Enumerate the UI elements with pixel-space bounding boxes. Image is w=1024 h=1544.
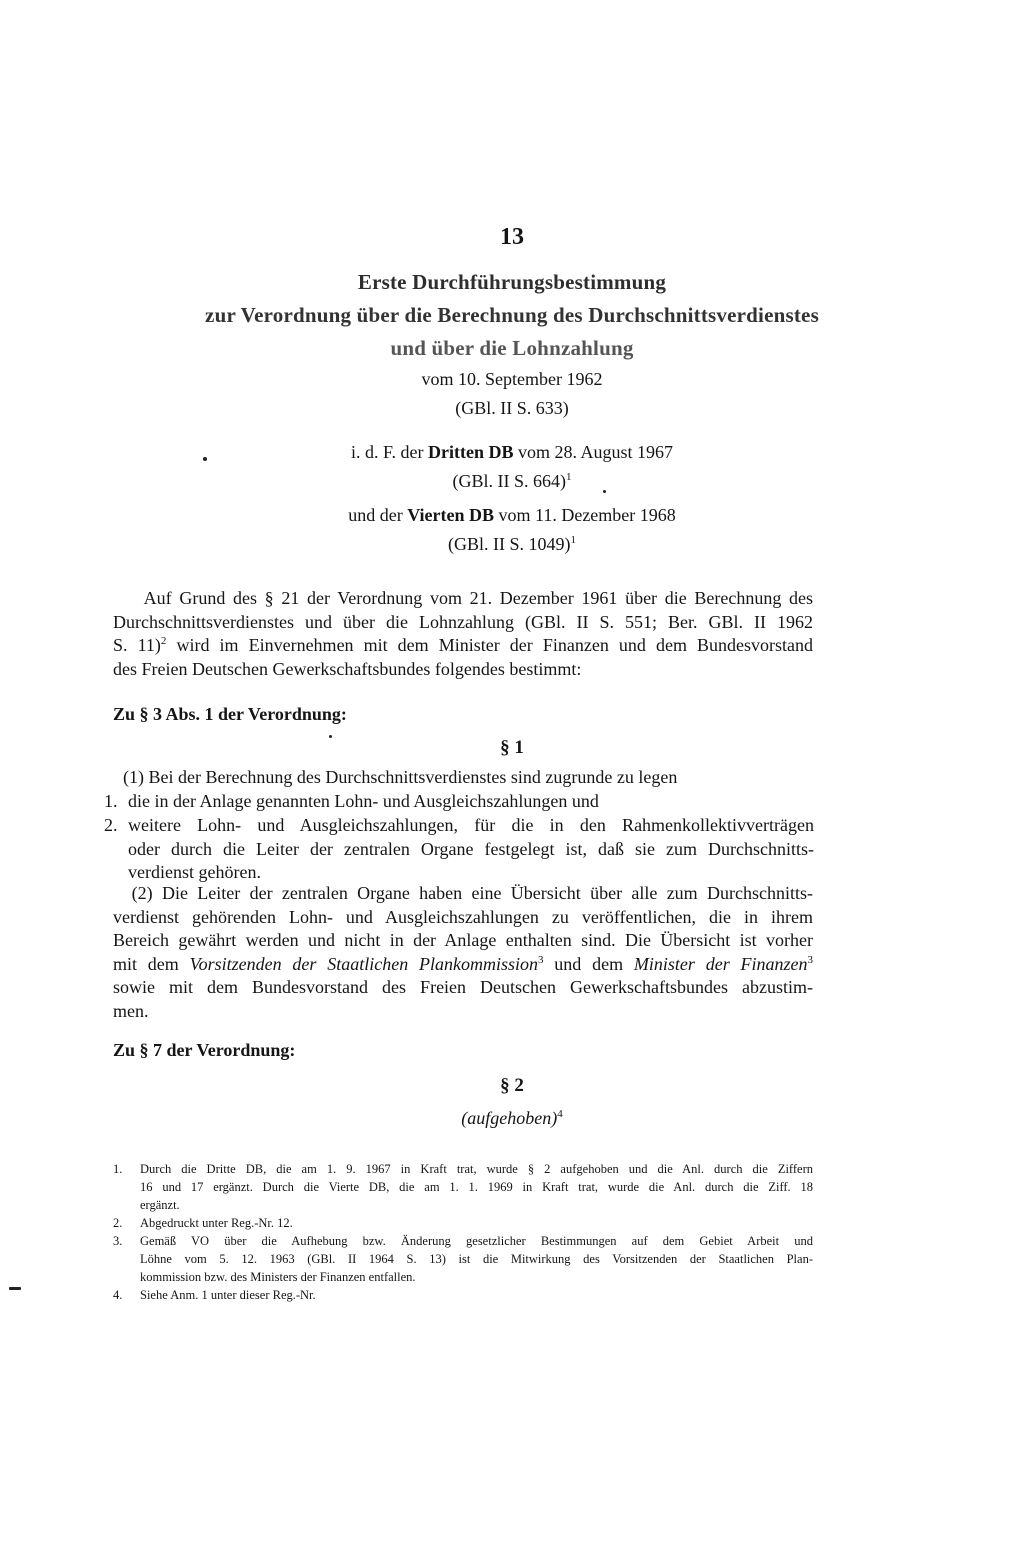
section-2-sign: § 2 (500, 1075, 524, 1096)
title-line-1: Erste Durchführungsbestimmung (357, 270, 667, 294)
footnote-text (140, 1286, 813, 1304)
footnote-marker: 3 (807, 953, 813, 966)
footnote-line: Durch die Dritte DB, die am 1. 9. 1967 in Kraft trat, wurde § 2 aufgehoben und die Anl. durch die Ziffern (140, 1162, 813, 1176)
title-line-3: und über die Lohnzahlung (390, 336, 634, 360)
section-2-repealed-text: (aufgehoben) (461, 1108, 558, 1128)
date-line-1: vom 10. September 1962 (421, 369, 603, 389)
heading-zu-7: Zu § 7 der Verordnung: (113, 1040, 296, 1060)
amendment-1-prefix: i. d. F. der (350, 442, 424, 462)
scan-speck (603, 490, 606, 493)
footnote-marker: 1 (570, 534, 576, 546)
footnote-line: kommission bzw. des Ministers der Finanzen entfallen. (140, 1270, 416, 1284)
footnote-number: 3. (113, 1234, 123, 1248)
footnote-line: ergänzt. (140, 1198, 180, 1212)
footnote-1 (113, 1160, 813, 1214)
footnote-line: Löhne vom 5. 12. 1963 (GBl. II 1964 S. 13) ist die Mitwirkung des Vorsitzenden der Staatlichen Plan- (140, 1252, 813, 1266)
preamble-line-3b: wird im Einvernehmen mit dem Minister der Finanzen und dem Bundesvorstand (166, 635, 813, 656)
para-2-italic-2: Minister der Finanzen (633, 953, 808, 974)
document-title (0, 266, 1024, 365)
para-2-line-4 (113, 953, 813, 977)
para-2-line-4a: mit dem (113, 953, 190, 974)
amendment-line-1 (0, 442, 1024, 463)
para-2-line-1-text: (2) Die Leiter der zentralen Organe haben eine Übersicht über alle zum Durchschnitts- (131, 883, 813, 903)
footnote-line: 16 und 17 ergänzt. Durch die Vierte DB, die am 1. 1. 1969 in Kraft trat, wurde die Anl. durch die Ziff. 18 (140, 1180, 813, 1194)
preamble-line-3a: S. 11) (113, 635, 161, 656)
preamble-line-4: des Freien Deutschen Gewerkschaftsbundes folgendes bestimmt: (113, 658, 582, 679)
footnote-text (140, 1232, 813, 1286)
amendment-2-prefix: und der (348, 505, 403, 525)
heading-zu-3: Zu § 3 Abs. 1 der Verordnung: (113, 704, 347, 724)
title-line-2: zur Verordnung über die Berechnung des Durchschnittsverdienstes (205, 303, 819, 327)
para-2-line-1 (113, 882, 813, 906)
amendment-1-suffix: vom 28. August 1967 (518, 442, 674, 462)
item-number: 2. (104, 815, 118, 835)
para-2-line-5: sowie mit dem Bundesvorstand des Freien Deutschen Gewerkschaftsbundes abzustim- (113, 977, 813, 998)
item-1-line: die in der Anlage genannten Lohn- und Ausgleichszahlungen und (128, 791, 599, 811)
scan-speck (329, 735, 332, 738)
footnote-marker: 2 (160, 635, 167, 648)
footnote-2 (113, 1214, 813, 1232)
para-2-line-6: men. (113, 1000, 149, 1021)
section-1-para-2 (113, 882, 813, 1024)
preamble-line-3 (113, 634, 813, 658)
amendment-line-2 (0, 505, 1024, 526)
gazette-ref-2 (0, 471, 1024, 492)
amendment-2-bold: Vierten DB (407, 505, 494, 525)
footnotes (113, 1160, 813, 1304)
footnote-marker: 1 (566, 471, 572, 483)
para-2-line-2: verdienst gehörenden Lohn- und Ausgleichszahlungen zu veröffentlichen, die in ihrem (113, 906, 813, 927)
footnote-text (140, 1160, 813, 1214)
footnote-3 (113, 1232, 813, 1286)
registration-number: 13 (500, 224, 524, 250)
preamble-line-1 (113, 587, 813, 611)
footnote-text (140, 1214, 813, 1232)
preamble-line-2: Durchschnittsverdienstes und über die Lohnzahlung (GBl. II S. 551; Ber. GBl. II 1962 (113, 611, 813, 632)
amendment-1-bold: Dritten DB (428, 442, 514, 462)
item-2-line-1: weitere Lohn- und Ausgleichszahlungen, für die in den Rahmenkollektivverträgen (128, 815, 814, 835)
amendment-2-suffix: vom 11. Dezember 1968 (498, 505, 676, 525)
preamble-paragraph (113, 587, 813, 681)
para-2-line-3: Bereich gewährt werden und nicht in der Anlage enthalten sind. Die Übersicht ist vorher (113, 930, 813, 951)
para-2-line-4b: und dem (543, 953, 634, 974)
preamble-line-1-text: Auf Grund des § 21 der Verordnung vom 21. Dezember 1961 über die Berechnung des (143, 588, 814, 608)
item-2-line-2: oder durch die Leiter der zentralen Organe festgelegt ist, daß sie zum Durchschnitts- (128, 838, 814, 859)
item-1-text (128, 790, 814, 814)
gazette-ref-3 (0, 534, 1024, 555)
gazette-ref-3-text: (GBl. II S. 1049) (448, 534, 571, 554)
gazette-ref-2-text: (GBl. II S. 664) (452, 471, 566, 491)
footnote-number: 4. (113, 1288, 123, 1302)
scan-speck (9, 1287, 21, 1290)
section-1-sign: § 1 (500, 737, 524, 758)
section-1-para-1-text: (1) Bei der Berechnung des Durchschnittsverdienstes sind zugrunde zu legen (123, 767, 678, 787)
footnote-marker: 3 (538, 953, 544, 966)
footnote-line: Abgedruckt unter Reg.-Nr. 12. (140, 1216, 293, 1230)
section-2-repealed (0, 1108, 1024, 1129)
footnote-line: Gemäß VO über die Aufhebung bzw. Änderung gesetzlicher Bestimmungen auf dem Gebiet Arbeit und (140, 1234, 813, 1248)
footnote-number: 2. (113, 1216, 123, 1230)
item-2-line-3: verdienst gehören. (128, 862, 261, 882)
item-number: 1. (104, 791, 118, 811)
footnote-number: 1. (113, 1162, 123, 1176)
footnote-marker: 4 (557, 1108, 563, 1120)
section-1-para-1 (123, 766, 813, 790)
item-2-text (128, 814, 814, 885)
footnote-line: Siehe Anm. 1 unter dieser Reg.-Nr. (140, 1288, 316, 1302)
gazette-ref-1: (GBl. II S. 633) (455, 398, 569, 418)
scan-speck (203, 457, 207, 461)
para-2-italic-1: Vorsitzenden der Staatlichen Plankommission (189, 953, 538, 974)
footnote-4 (113, 1286, 813, 1304)
